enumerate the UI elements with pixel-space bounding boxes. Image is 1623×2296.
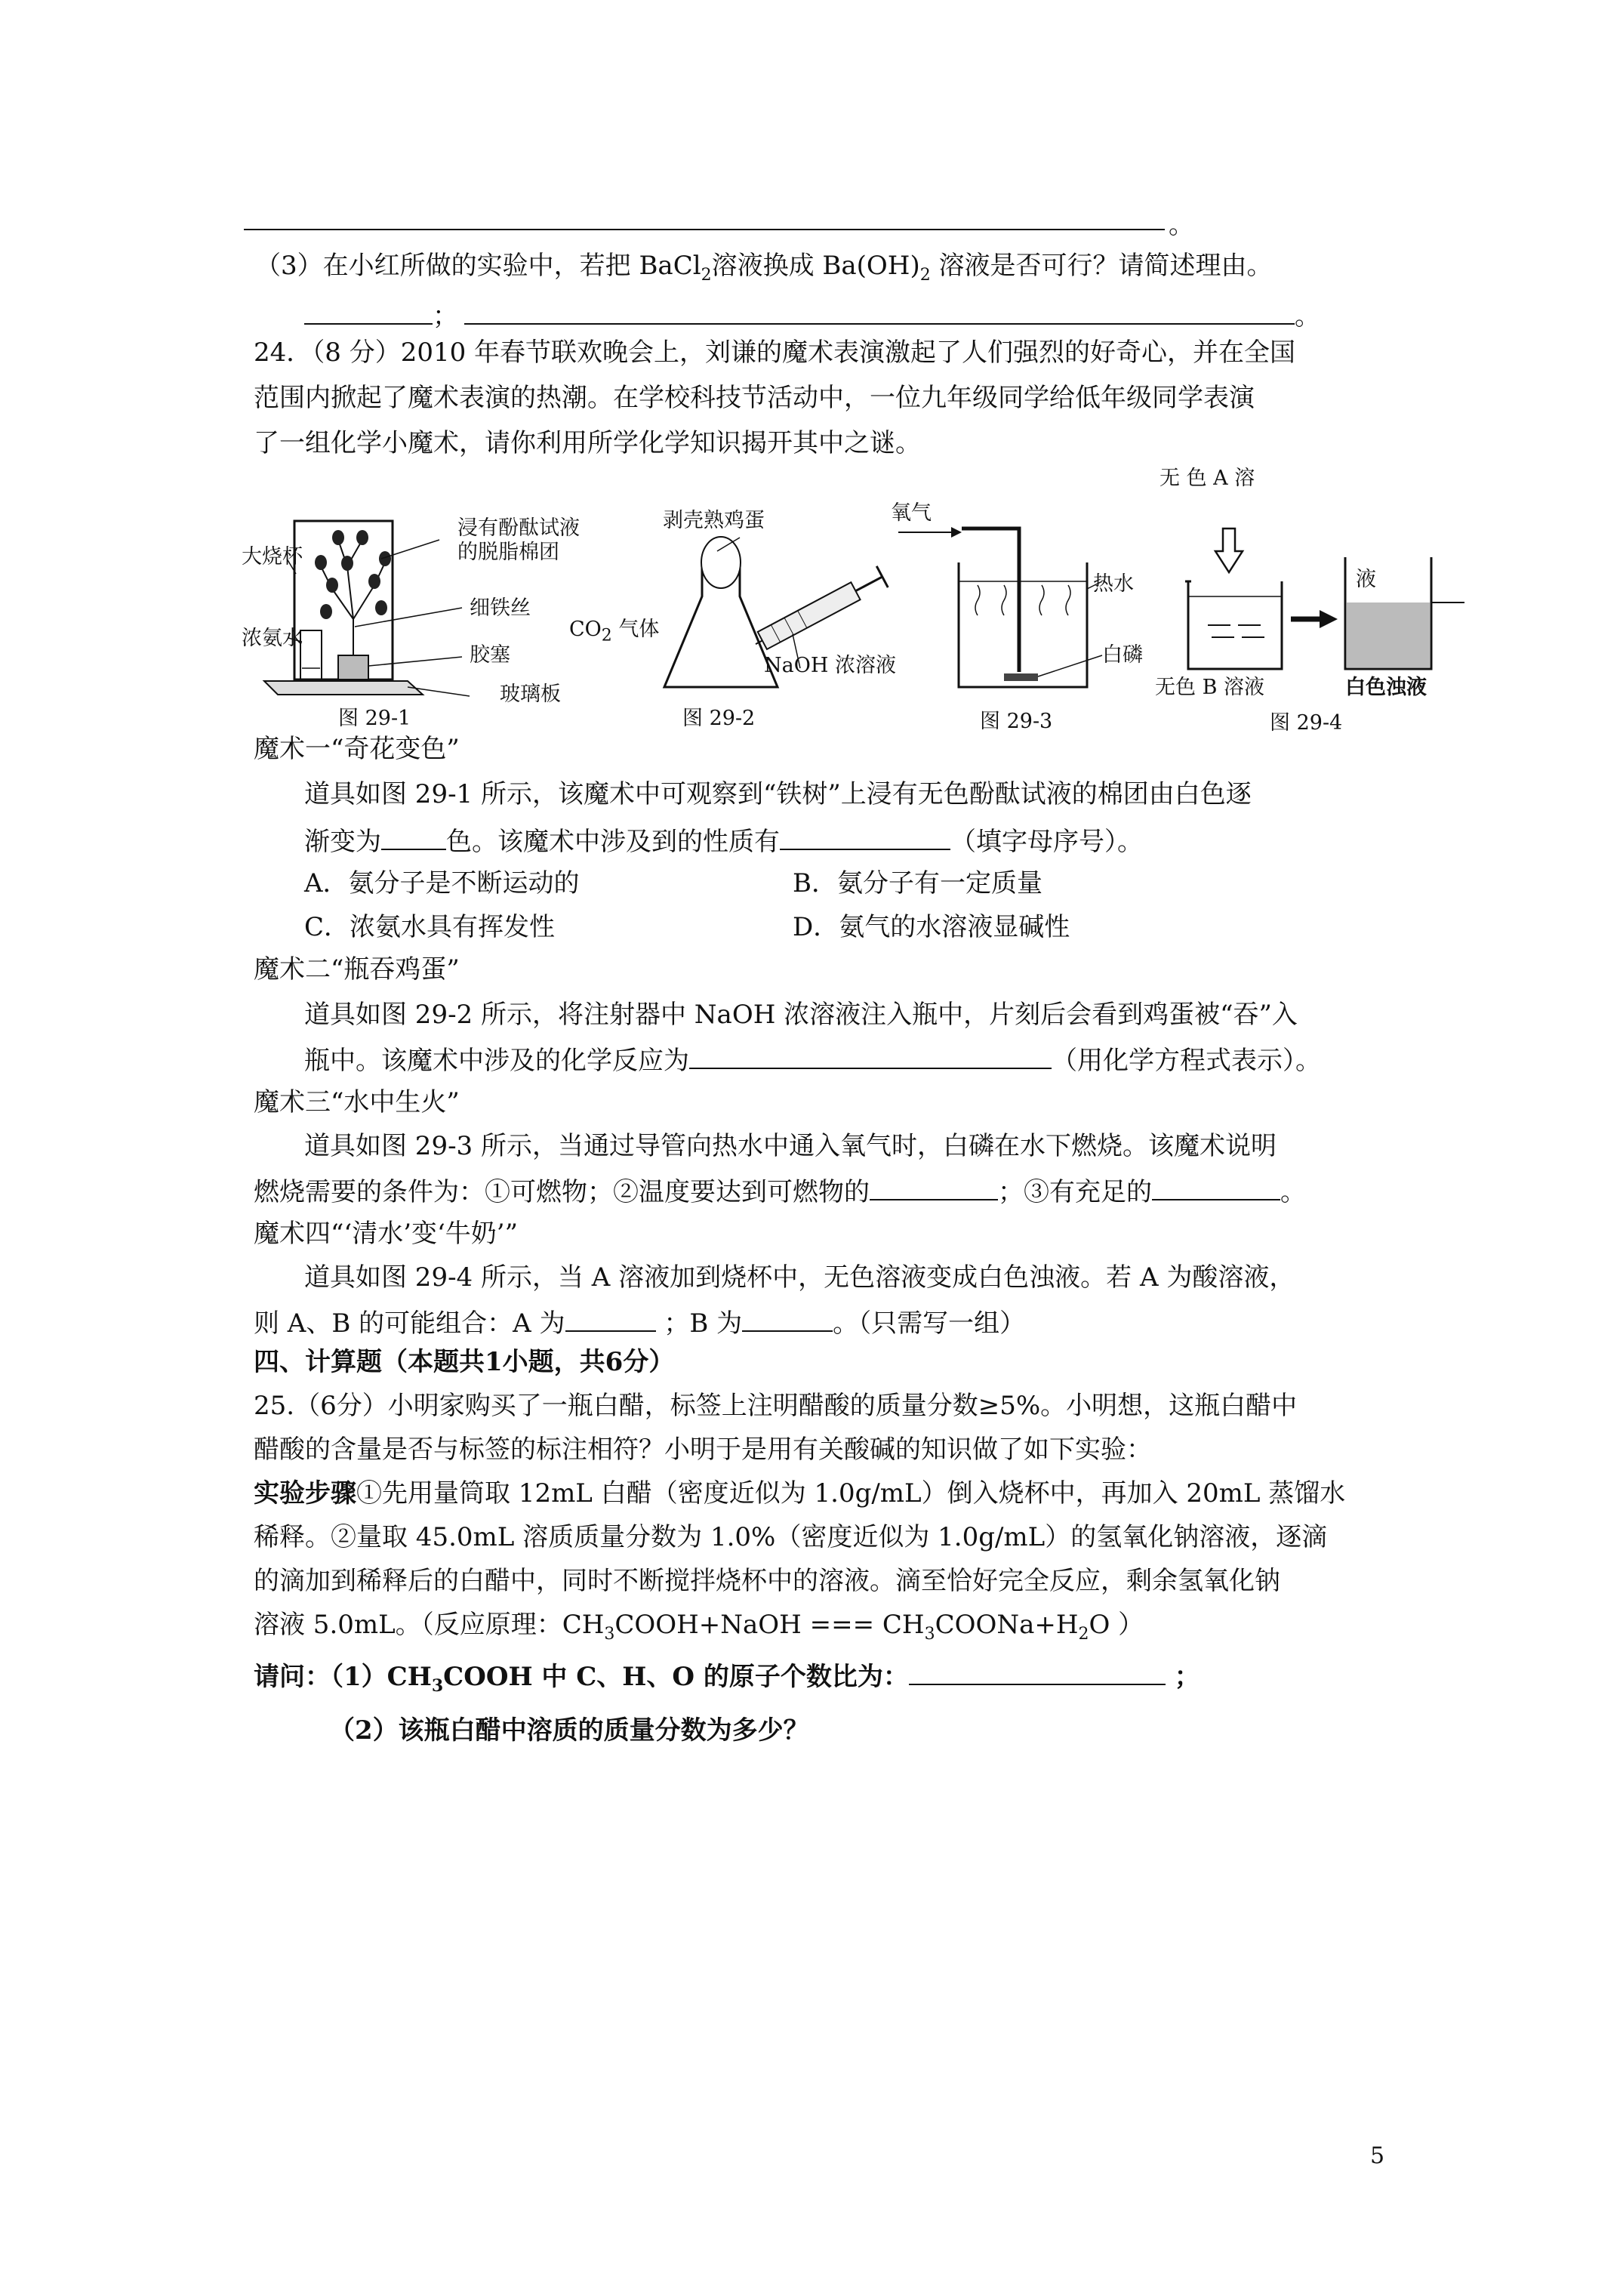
magic4-line1: 道具如图 29-4 所示，当 A 溶液加到烧杯中，无色溶液变成白色浊液。若 A 为酸溶液，: [304, 1262, 1295, 1293]
property-blank[interactable]: [780, 823, 950, 850]
fig1-label-ammonia: 浓氨水: [242, 627, 303, 650]
q23-part3-answers: ； 。: [304, 297, 1320, 333]
magic3-title: 魔术三“水中生火”: [254, 1087, 460, 1117]
magic1-option-c: C．浓氨水具有挥发性: [304, 912, 556, 942]
color-blank[interactable]: [381, 823, 446, 850]
magic1-option-d: D．氨气的水溶液显碱性: [793, 912, 1070, 942]
magic1-line2: 渐变为 色。该魔术中涉及到的性质有 （填字母序号）。: [304, 823, 1143, 858]
magic3-line1: 道具如图 29-3 所示，当通过导管向热水中通入氧气时，白磷在水下燃烧。该魔术说明: [304, 1131, 1277, 1161]
magic1-title: 魔术一“奇花变色”: [254, 734, 460, 764]
magic1-option-b: B．氨分子有一定质量: [793, 868, 1042, 898]
fig3-label-phosphorus: 白磷: [1102, 643, 1143, 667]
answer-line-top: [244, 229, 1165, 230]
q23-part3: （3）在小红所做的实验中，若把 BaCl$_2$溶液换成 $Ba(OH)_2$ 溶液是否可行？请简述理由。: [255, 251, 1273, 285]
fig4-caption: 图 29-4: [1270, 711, 1343, 735]
oxygen-blank[interactable]: [1152, 1173, 1280, 1200]
temperature-blank[interactable]: [870, 1173, 998, 1200]
fig2-caption: 图 29-2: [682, 707, 756, 730]
fig3-caption: 图 29-3: [980, 710, 1053, 733]
b-blank[interactable]: [742, 1305, 833, 1332]
q25-line4: 稀释。②量取 45.0mL 溶质质量分数为 1.0%（密度近似为 1.0g/mL）的氢氧化钠溶液，逐滴: [254, 1522, 1328, 1552]
fig1-label-plate: 玻璃板: [500, 683, 561, 706]
ratio-blank[interactable]: [909, 1658, 1166, 1685]
fig1-label-phenol1: 浸有酚酞试液: [457, 516, 580, 540]
q25-line6: 溶液 5.0mL。（反应原理：$CH_3COOH+NaOH$ === $CH_3COONa+H_2O$ ）: [254, 1610, 1144, 1644]
fig4-label-b: 无色 B 溶液: [1155, 676, 1265, 699]
fig4-label-a: 无 色 A 溶: [1160, 467, 1255, 490]
fig3-label-oxygen: 氧气: [891, 501, 932, 525]
fig4-label-liquid: 液: [1356, 568, 1376, 591]
fig1-label-beaker: 大烧杯: [242, 545, 303, 569]
q24-line2: 范围内掀起了魔术表演的热潮。在学校科技节活动中，一位九年级同学给低年级同学表演: [254, 383, 1255, 413]
q25-line2: 醋酸的含量是否与标签的标注相符？小明于是用有关酸碱的知识做了如下实验：: [254, 1435, 1152, 1465]
magic4-line2: 则 A、B 的可能组合：A 为 ；B 为 。（只需写一组）: [254, 1305, 1025, 1340]
q25-line1: 25.（6分）小明家购买了一瓶白醋，标签上注明醋酸的质量分数≥5%。小明想，这瓶白醋中: [254, 1391, 1298, 1421]
q25-line3: 实验步骤①先用量筒取 12mL 白醋（密度近似为 1.0g/mL）倒入烧杯中，再加入 20mL 蒸馏水: [254, 1478, 1346, 1509]
fig1-label-phenol2: 的脱脂棉团: [457, 541, 559, 564]
section4-title: 四、计算题（本题共1小题，共6分）: [254, 1347, 675, 1377]
fig2-label-co2: $CO_2$ 气体: [569, 618, 660, 646]
fig3-label-hotwater: 热水: [1093, 572, 1134, 596]
page-number: 5: [1370, 2143, 1385, 2169]
magic1-option-a: A．氨分子是不断运动的: [304, 868, 580, 898]
fig1-caption: 图 29-1: [338, 707, 411, 730]
figure-29-4: [1178, 491, 1495, 687]
q24-line1: 24．（8 分）2010 年春节联欢晚会上，刘谦的魔术表演激起了人们强烈的好奇心，并在全国: [254, 337, 1296, 368]
magic3-line2: 燃烧需要的条件为：①可燃物；②温度要达到可燃物的 ；③有充足的 。: [254, 1173, 1306, 1209]
answer-blank[interactable]: [304, 297, 433, 325]
magic2-title: 魔术二“瓶吞鸡蛋”: [254, 954, 460, 985]
fig4-label-turbid: 白色浊液: [1345, 676, 1427, 699]
magic4-title: 魔术四“‘清水’变‘牛奶’”: [254, 1219, 518, 1249]
q25-ask2: （2）该瓶白醋中溶质的质量分数为多少？: [329, 1715, 809, 1746]
magic2-line2: 瓶中。该魔术中涉及的化学反应为 （用化学方程式表示）。: [304, 1042, 1321, 1077]
magic2-line1: 道具如图 29-2 所示，将注射器中 NaOH 浓溶液注入瓶中，片刻后会看到鸡蛋被“吞”入: [304, 1000, 1298, 1030]
a-blank[interactable]: [565, 1305, 656, 1332]
answer-blank[interactable]: [464, 297, 1295, 325]
q25-ask1: 请问：$(1)CH_3COOH$ 中 C、H、O 的原子个数比为： ；: [254, 1658, 1200, 1703]
fig2-label-egg: 剥壳熟鸡蛋: [663, 509, 765, 532]
q25-line5: 的滴加到稀释后的白醋中，同时不断搅拌烧杯中的溶液。滴至恰好完全反应，剩余氢氧化钠: [254, 1566, 1280, 1596]
fig2-label-naoh: NaOH 浓溶液: [764, 654, 896, 677]
top-line-end: 。: [1169, 210, 1194, 240]
magic1-line1: 道具如图 29-1 所示，该魔术中可观察到“铁树”上浸有无色酚酞试液的棉团由白色逐: [304, 779, 1252, 809]
fig1-label-wire: 细铁丝: [470, 596, 531, 620]
q24-line3: 了一组化学小魔术，请你利用所学化学知识揭开其中之谜。: [254, 428, 921, 458]
equation-blank[interactable]: [689, 1042, 1052, 1069]
fig1-label-stopper: 胶塞: [470, 643, 510, 667]
